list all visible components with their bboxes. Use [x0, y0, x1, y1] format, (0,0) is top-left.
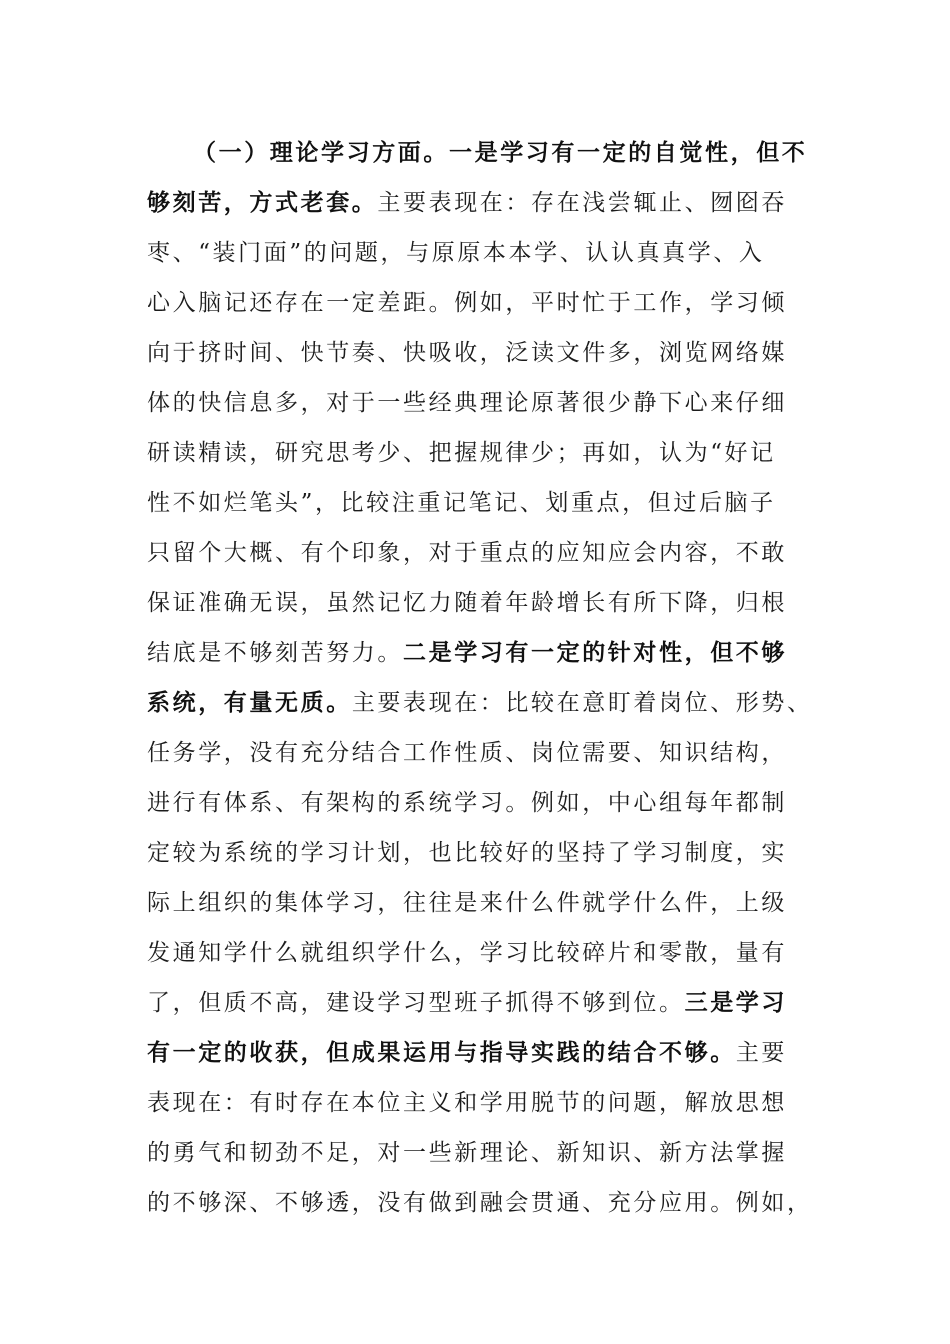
text-line	[147, 628, 807, 678]
text-line	[147, 1028, 807, 1078]
text-line	[147, 1178, 813, 1228]
text-segment: 枣、“装门面”的问题，与原原本本学、认认真真学、入	[147, 240, 765, 266]
text-segment: 了，但质不高，建设学习型班子抓得不够到位。	[147, 990, 685, 1016]
text-line	[147, 1128, 807, 1178]
text-line	[147, 528, 807, 578]
text-line	[147, 978, 807, 1028]
text-segment: 只留个大概、有个印象，对于重点的应知应会内容，不敢	[147, 540, 787, 566]
text-line	[147, 928, 807, 978]
text-line	[147, 328, 807, 378]
bold-text-segment: 系统，有量无质。	[147, 689, 352, 716]
text-line	[147, 728, 807, 778]
text-line	[147, 778, 807, 828]
text-segment: 结底是不够刻苦努力。	[147, 640, 403, 666]
text-line	[147, 278, 807, 328]
text-segment: 研读精读，研究思考少、把握规律少；再如，认为“好记	[147, 440, 776, 466]
text-line	[147, 428, 807, 478]
text-segment: 定较为系统的学习计划，也比较好的坚持了学习制度，实	[147, 840, 787, 866]
text-line	[147, 578, 807, 628]
bold-text-segment: 够刻苦，方式老套。	[147, 189, 378, 216]
bold-text-segment: （一）理论学习方面。一是学习有一定的自觉性，但不	[193, 139, 808, 166]
text-line	[147, 128, 807, 178]
text-segment: 任务学，没有充分结合工作性质、岗位需要、知识结构，	[147, 740, 787, 766]
text-segment: 主要	[735, 1040, 788, 1066]
text-line	[147, 228, 807, 278]
text-segment: 主要表现在：比较在意盯着岗位、形势、	[351, 690, 813, 716]
text-segment: 主要表现在：存在浅尝辄止、囫囵吞	[377, 190, 788, 216]
bold-text-segment: 有一定的收获，但成果运用与指导实践的结合不够。	[147, 1039, 736, 1066]
text-segment: 的勇气和韧劲不足，对一些新理论、新知识、新方法掌握	[147, 1140, 787, 1166]
text-line	[147, 828, 807, 878]
bold-text-segment: 二是学习有一定的针对性，但不够	[403, 639, 787, 666]
text-line	[147, 878, 807, 928]
text-line	[147, 378, 807, 428]
text-line	[147, 478, 807, 528]
bold-text-segment: 三是学习	[684, 989, 788, 1016]
text-segment: 表现在：有时存在本位主义和学用脱节的问题，解放思想	[147, 1090, 787, 1116]
text-segment: 向于挤时间、快节奏、快吸收，泛读文件多，浏览网络媒	[147, 340, 787, 366]
text-line	[147, 178, 807, 228]
text-segment: 进行有体系、有架构的系统学习。例如，中心组每年都制	[147, 790, 787, 816]
text-segment: 保证准确无误，虽然记忆力随着年龄增长有所下降，归根	[147, 590, 787, 616]
text-segment: 际上组织的集体学习，往往是来什么件就学什么件，上级	[147, 890, 787, 916]
text-segment: 发通知学什么就组织学什么，学习比较碎片和零散，量有	[147, 940, 787, 966]
text-segment: 性不如烂笔头”，比较注重记笔记、划重点，但过后脑子	[147, 490, 776, 516]
text-line	[147, 678, 813, 728]
text-segment: 的不够深、不够透，没有做到融会贯通、充分应用。例如，	[147, 1190, 813, 1216]
document-body	[147, 128, 813, 1228]
text-segment: 体的快信息多，对于一些经典理论原著很少静下心来仔细	[147, 390, 787, 416]
text-segment: 心入脑记还存在一定差距。例如，平时忙于工作，学习倾	[147, 290, 787, 316]
text-line	[147, 1078, 807, 1128]
